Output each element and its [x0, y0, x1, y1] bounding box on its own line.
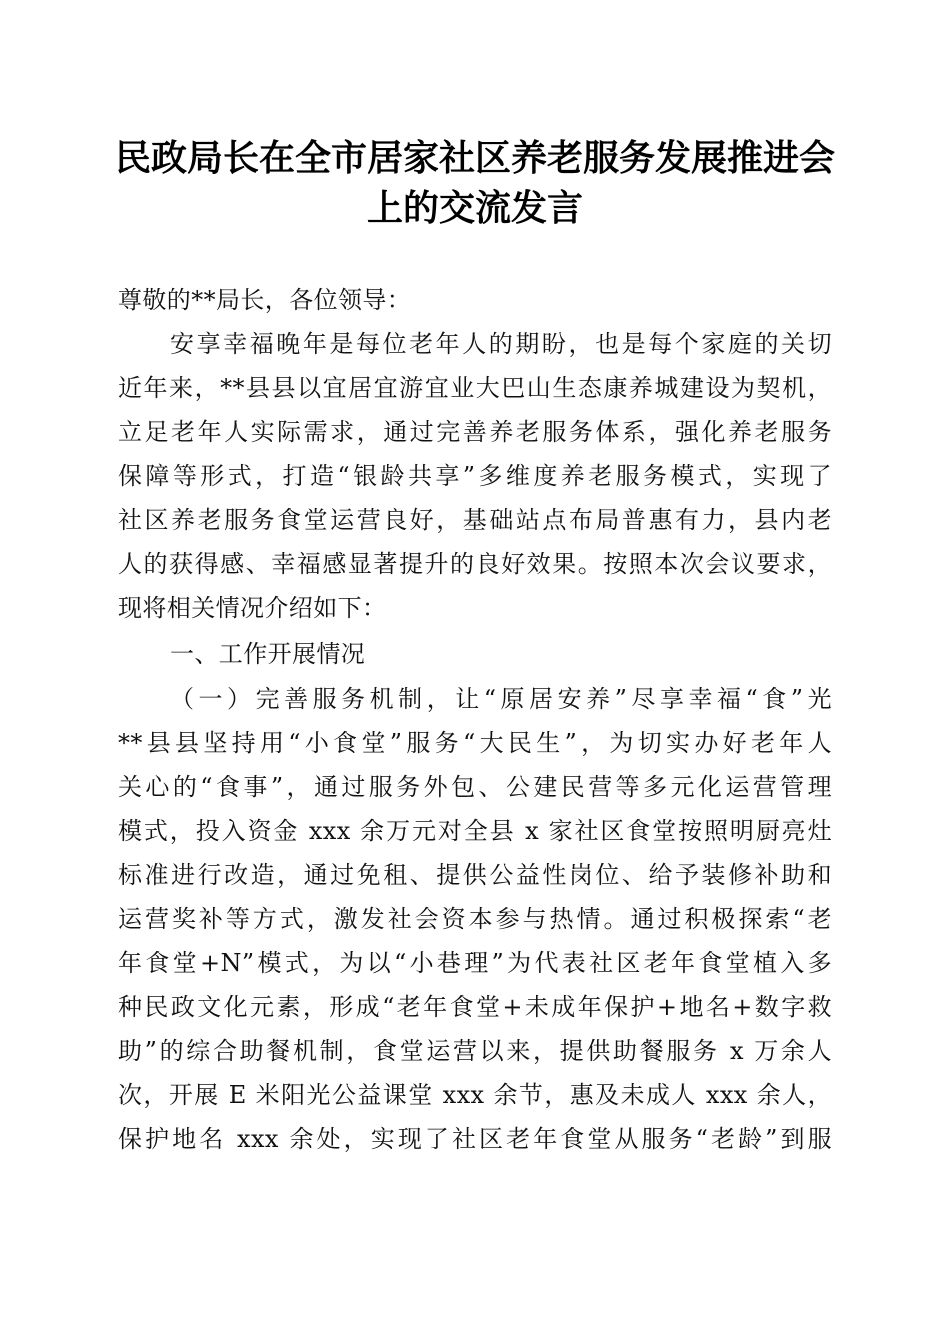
paragraph-line: 保障等形式，打造“银龄共享”多维度养老服务模式，实现了 [118, 462, 832, 490]
paragraph-line: 立足老年人实际需求，通过完善养老服务体系，强化养老服务 [118, 418, 832, 446]
paragraph-line: 现将相关情况介绍如下： [118, 594, 387, 622]
document-title-line-1: 民政局长在全市居家社区养老服务发展推进会 [114, 137, 835, 179]
paragraph-line: 年食堂+N”模式，为以“小巷理”为代表社区老年食堂植入多 [118, 949, 832, 977]
paragraph-line: 安享幸福晚年是每位老年人的期盼，也是每个家庭的关切 [170, 330, 832, 358]
document-title-line-2: 上的交流发言 [366, 187, 583, 229]
paragraph-line: 模式，投入资金 xxx 余万元对全县 x 家社区食堂按照明厨亮灶 [118, 817, 832, 845]
paragraph-line: 人的获得感、幸福感显著提升的良好效果。按照本次会议要求， [118, 550, 832, 578]
subsection-heading: （一）完善服务机制，让“原居安养”尽享幸福“食”光 [170, 685, 832, 713]
paragraph-line: **县县坚持用“小食堂”服务“大民生”，为切实办好老年人 [118, 729, 832, 757]
paragraph-line: 标准进行改造，通过免租、提供公益性岗位、给予装修补助和 [118, 861, 832, 889]
paragraph-line: 运营奖补等方式，激发社会资本参与热情。通过积极探索“老 [118, 905, 832, 933]
paragraph-line: 次，开展 E 米阳光公益课堂 xxx 余节，惠及未成人 xxx 余人， [118, 1081, 832, 1109]
paragraph-line: 关心的“食事”，通过服务外包、公建民营等多元化运营管理 [118, 773, 832, 801]
paragraph-line: 社区养老服务食堂运营良好，基础站点布局普惠有力，县内老 [118, 506, 832, 534]
section-heading: 一、工作开展情况 [170, 640, 366, 668]
paragraph-line: 助”的综合助餐机制，食堂运营以来，提供助餐服务 x 万余人 [118, 1037, 832, 1065]
paragraph-line: 保护地名 xxx 余处，实现了社区老年食堂从服务“老龄”到服 [118, 1125, 832, 1153]
paragraph-line: 种民政文化元素，形成“老年食堂+未成年保护+地名+数字救 [118, 993, 832, 1021]
salutation: 尊敬的**局长，各位领导： [118, 286, 412, 314]
paragraph-line: 近年来，**县县以宜居宜游宜业大巴山生态康养城建设为契机， [118, 374, 832, 402]
